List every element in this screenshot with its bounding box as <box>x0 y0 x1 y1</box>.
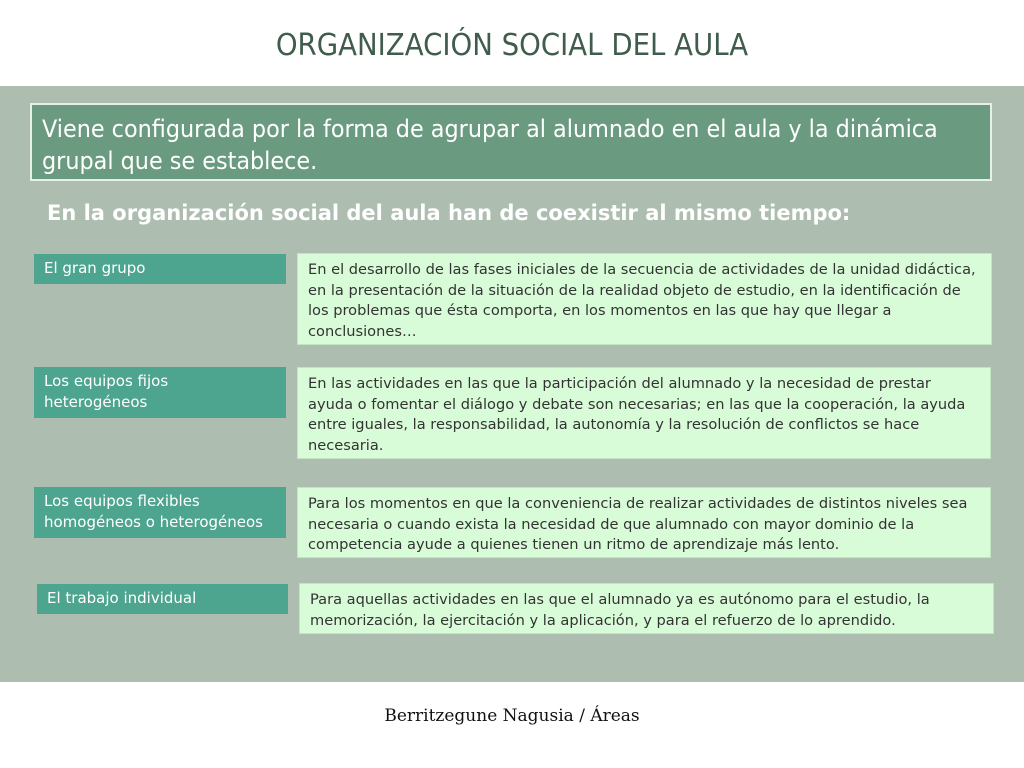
row-label-equipos-fijos: Los equipos fijos heterogéneos <box>34 367 286 418</box>
subheading: En la organización social del aula han de coexistir al mismo tiempo: <box>47 201 851 225</box>
intro-box <box>30 103 992 181</box>
row-description-equipos-flexibles: Para los momentos en que la conveniencia de realizar actividades de distintos niveles sea necesaria o cuando exista la necesidad de que alumnado con mayor dominio de la competencia ayude a quienes tienen un ritmo de aprendizaje más lento. <box>297 487 991 558</box>
row-label-equipos-flexibles: Los equipos flexibles homogéneos o heterogéneos <box>34 487 286 538</box>
row-label-gran-grupo: El gran grupo <box>34 254 286 284</box>
row-description-gran-grupo: En el desarrollo de las fases iniciales de la secuencia de actividades de la unidad didáctica, en la presentación de la situación de la realidad objeto de estudio, en la identificación de los problemas que ésta comporta, en los momentos en las que hay que llegar a conclusiones… <box>297 253 992 345</box>
row-label-trabajo-individual: El trabajo individual <box>37 584 288 614</box>
row-description-equipos-fijos: En las actividades en las que la participación del alumnado y la necesidad de prestar ayuda o fomentar el diálogo y debate son necesarias; en las que la cooperación, la ayuda entre iguales, la responsabilidad, la autonomía y la resolución de conflictos se hace necesaria. <box>297 367 991 459</box>
footer-text: Berritzegune Nagusia / Áreas <box>384 706 640 726</box>
row-description-trabajo-individual: Para aquellas actividades en las que el alumnado ya es autónomo para el estudio, la memorización, la ejercitación y la aplicación, y para el refuerzo de lo aprendido. <box>299 583 994 634</box>
slide-title: ORGANIZACIÓN SOCIAL DEL AULA <box>275 28 749 63</box>
intro-text: Viene configurada por la forma de agrupar al alumnado en el aula y la dinámica grupal que se establece. <box>42 115 938 175</box>
